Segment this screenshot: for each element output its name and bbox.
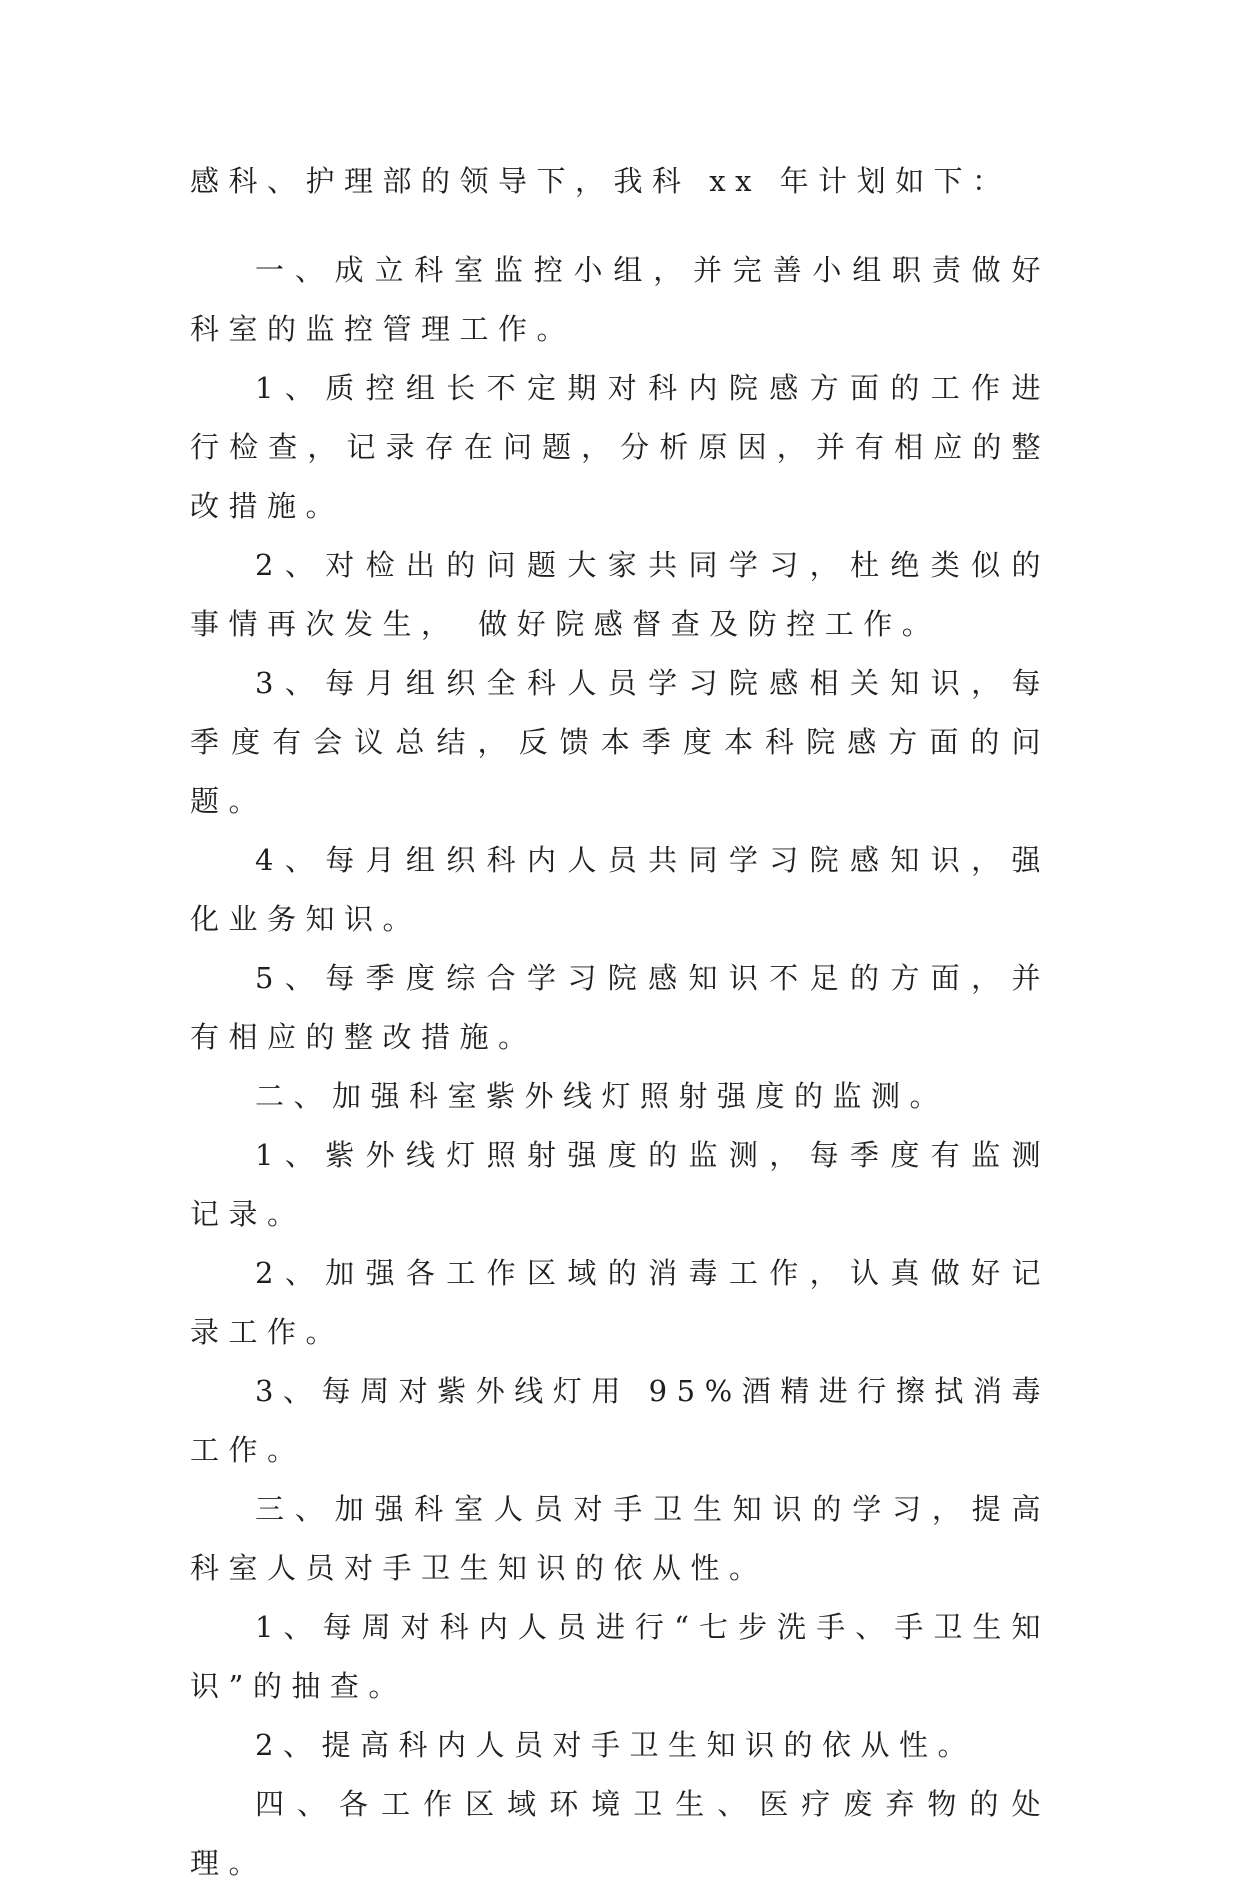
section-1-item-2: 2、对检出的问题大家共同学习，杜绝类似的事情再次发生， 做好院感督查及防控工作。 — [190, 548, 1050, 641]
section-2-item-1: 1、紫外线灯照射强度的监测，每季度有监测记录。 — [190, 1138, 1050, 1231]
section-2-heading: 二、加强科室紫外线灯照射强度的监测。 — [255, 1079, 949, 1113]
section-3-heading: 三、加强科室人员对手卫生知识的学习，提高科室人员对手卫生知识的依从性。 — [190, 1492, 1050, 1585]
section-3-item-2: 2、提高科内人员对手卫生知识的依从性。 — [255, 1728, 976, 1762]
section-1-item-5: 5、每季度综合学习院感知识不足的方面，并有相应的整改措施。 — [190, 961, 1050, 1054]
section-1-item-1: 1、质控组长不定期对科内院感方面的工作进行检查，记录存在问题，分析原因，并有相应的整改措施。 — [190, 371, 1050, 523]
section-3-item-1: 1、每周对科内人员进行“七步洗手、手卫生知识”的抽查。 — [190, 1610, 1050, 1703]
section-2-item-2: 2、加强各工作区域的消毒工作，认真做好记录工作。 — [190, 1256, 1050, 1349]
section-2-item-3: 3、每周对紫外线灯用 95%酒精进行擦拭消毒工作。 — [190, 1374, 1050, 1467]
section-1-heading: 一、成立科室监控小组，并完善小组职责做好科室的监控管理工作。 — [190, 253, 1050, 346]
section-1-item-4: 4、每月组织科内人员共同学习院感知识，强化业务知识。 — [190, 843, 1050, 936]
document-body — [190, 152, 1050, 1893]
section-1-item-3: 3、每月组织全科人员学习院感相关知识，每季度有会议总结，反馈本季度本科院感方面的问题。 — [190, 666, 1050, 818]
section-4-heading: 四、各工作区域环境卫生、医疗废弃物的处理。 — [190, 1787, 1050, 1880]
intro-paragraph: 感科、护理部的领导下，我科 xx 年计划如下： — [190, 164, 1011, 198]
